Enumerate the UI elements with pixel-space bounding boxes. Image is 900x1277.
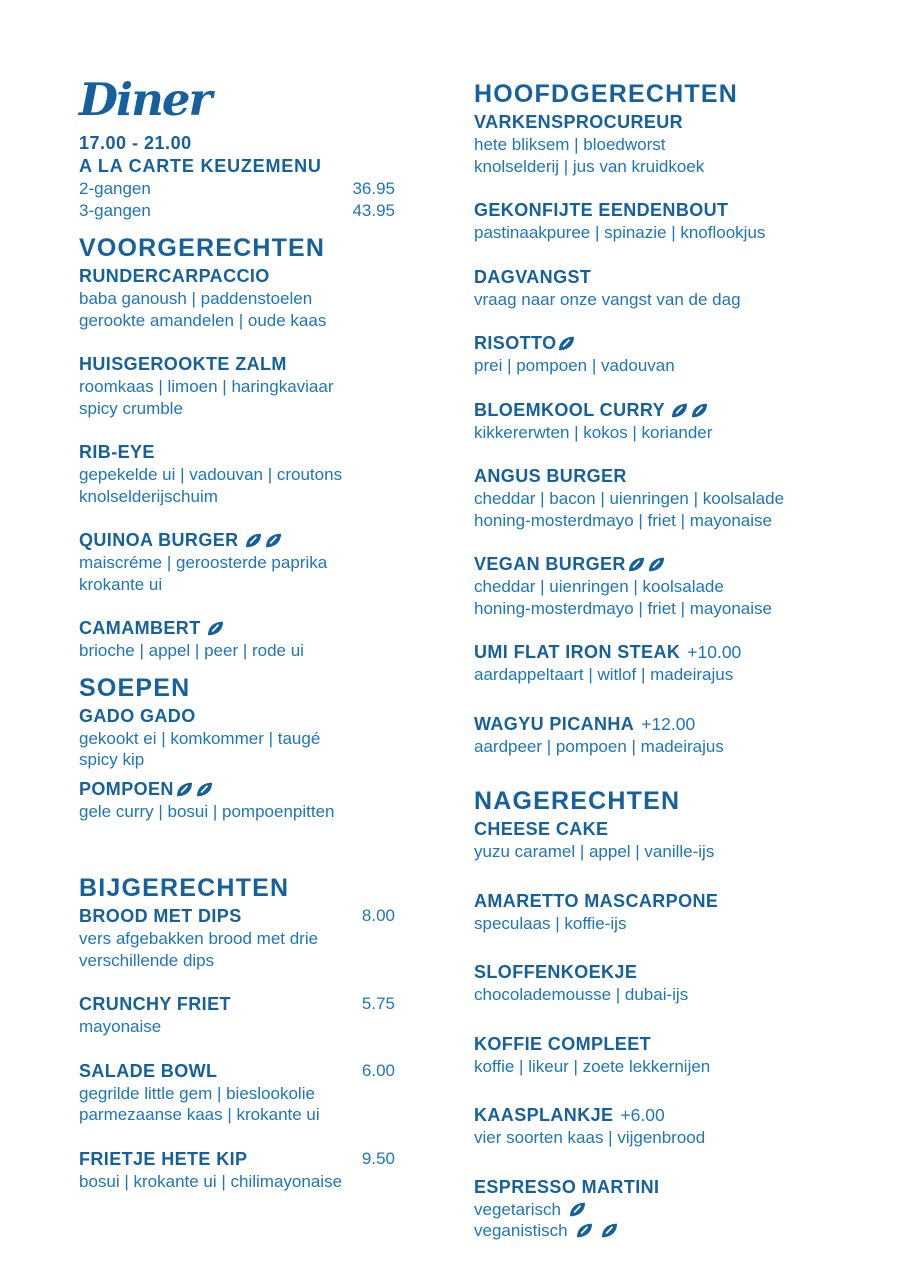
leaf-icon [245,533,262,548]
dish-description: gegrilde little gem | bieslookolie [79,1083,315,1103]
leaf-icon [569,1202,586,1217]
dish-surcharge: +6.00 [620,1105,665,1125]
dish-description: bosui | krokante ui | chilimayonaise [79,1171,343,1191]
dish-description: hete bliksem | bloedworst [474,135,666,154]
dish-name: GADO GADO [79,705,196,726]
dish-header [474,464,878,488]
menu-item [474,640,878,686]
dish-header [79,264,395,288]
menu-item [474,889,878,935]
dish-description: verschillende dips [79,950,215,970]
dish-name: CRUNCHY FRIET [79,994,231,1014]
menu-item [474,265,878,311]
dish-description: kikkererwten | kokos | koriander [474,422,713,442]
opening-hours: 17.00 - 21.00 [79,133,192,153]
menu-item [79,704,395,771]
dish-description: gerookte amandelen | oude kaas [79,310,327,330]
dish-name: AMARETTO MASCARPONE [474,890,719,911]
dish-name: BROOD MET DIPS [79,906,242,926]
menu-item [79,904,395,971]
dish-header [79,440,395,464]
dish-price: 8.00 [361,906,395,925]
dish-description: prei | pompoen | vadouvan [474,356,675,375]
dish-header [79,352,395,376]
dish-description: knolselderij | jus van kruidkoek [474,156,705,176]
dish-description: gele curry | bosui | pompoenpitten [79,801,335,821]
option-price: 36.95 [352,179,395,198]
dish-name: KAASPLANKJE [474,1105,614,1125]
leaf-icon [601,1223,618,1238]
dish-header [79,777,395,801]
dish-name: CAMAMBERT [79,618,201,638]
menu-item [474,198,878,244]
menu-subtitle: A LA CARTE KEUZEMENU [79,156,322,176]
leaf-icon [628,557,645,572]
dish-description: pastinaakpuree | spinazie | knoflookjus [474,223,766,242]
dish-header [474,889,878,913]
dish-header [474,960,878,984]
leaf-icon [207,621,224,636]
dish-name: ANGUS BURGER [474,466,627,486]
dish-name: ESPRESSO MARTINI [474,1176,660,1197]
dish-header [79,1147,395,1171]
dish-header [474,712,878,736]
dish-description: speculaas | koffie-ijs [474,913,627,933]
leaf-icon [196,782,213,797]
dish-description: spicy crumble [79,398,183,418]
menu-item [79,1059,395,1126]
dish-description: vraag naar onze vangst van de dag [474,289,741,309]
dish-name: SLOFFENKOEKJE [474,962,638,982]
dish-header [79,528,395,552]
dish-description: baba ganoush | paddenstoelen [79,289,313,308]
option-price: 43.95 [352,201,395,220]
menu-item [474,1103,878,1149]
dish-header [474,817,878,841]
dish-header [79,1059,395,1083]
dish-header [79,704,395,728]
dish-name: GEKONFIJTE EENDENBOUT [474,200,729,220]
menu-item [474,1032,878,1078]
dish-name: RISOTTO [474,333,557,353]
menu-item [79,264,395,331]
menu-option-row [79,200,395,222]
leaf-icon [671,403,688,418]
leaf-icon [576,1223,593,1238]
dish-header [474,1032,878,1056]
dish-description: roomkaas | limoen | haringkaviaar [79,377,334,396]
dish-description: knolselderijschuim [79,486,218,506]
dish-description [474,1199,878,1221]
menu-item [79,528,395,595]
dish-header [474,640,878,664]
dish-name: VARKENSPROCUREUR [474,112,684,132]
dish-price: 5.75 [361,994,395,1013]
dish-header [474,198,878,222]
dish-description: honing-mosterdmayo | friet | mayonaise [474,510,772,530]
dish-description: vers afgebakken brood met drie [79,929,319,948]
dish-name: POMPOEN [79,778,174,799]
dish-name: SALADE BOWL [79,1060,218,1081]
dish-name: UMI FLAT IRON STEAK [474,642,681,662]
menu-item [474,1175,878,1242]
dish-header [474,398,878,422]
menu-option-row [79,178,395,200]
dish-name: RUNDERCARPACCIO [79,266,270,286]
dish-description: aardappeltaart | witlof | madeirajus [474,665,734,684]
menu-item [474,110,878,177]
menu-item [474,331,878,377]
section-title: SOEPEN [79,673,191,702]
dish-header [79,904,395,928]
dish-name: DAGVANGST [474,266,592,287]
menu-item [79,992,395,1038]
menu-logo: Diner [79,73,211,126]
dish-name: CHEESE CAKE [474,819,609,839]
dish-name: KOFFIE COMPLEET [474,1033,651,1054]
section-title: NAGERECHTEN [474,787,681,815]
dish-description: maiscréme | geroosterde paprika [79,553,328,572]
leaf-icon [176,782,193,797]
leaf-icon [648,557,665,572]
leaf-icon [558,336,575,351]
menu-item [474,712,878,758]
option-label: 3-gangen [79,201,151,220]
menu-item [474,817,878,863]
dish-description: mayonaise [79,1017,162,1036]
dish-description: aardpeer | pompoen | madeirajus [474,736,724,756]
dish-name: BLOEMKOOL CURRY [474,399,666,420]
dish-price: 9.50 [361,1148,395,1168]
dish-description: parmezaanse kaas | krokante ui [79,1105,320,1124]
dish-price: 6.00 [361,1060,395,1080]
menu-item [79,1147,395,1193]
dish-description: gepekelde ui | vadouvan | croutons [79,465,343,484]
menu-column [474,80,878,1242]
dish-description: vier soorten kaas | vijgenbrood [474,1128,706,1147]
dish-header [474,552,878,576]
leaf-icon [691,403,708,418]
dish-description-text: vegetarisch [474,1199,561,1219]
dish-header [474,331,878,355]
dish-description: krokante ui [79,574,163,594]
dish-header [474,1175,878,1199]
dish-surcharge: +10.00 [687,642,742,662]
dish-description: spicy kip [79,750,145,769]
dish-description: gekookt ei | komkommer | taugé [79,728,321,748]
dish-description: koffie | likeur | zoete lekkernijen [474,1056,711,1076]
leaf-icon [265,533,282,548]
dish-description [474,1220,878,1242]
menu-item [474,552,878,619]
dish-header [474,110,878,134]
dish-name: WAGYU PICANHA [474,713,635,734]
menu-item [474,464,878,531]
dish-header [474,265,878,289]
section-title: HOOFDGERECHTEN [474,80,739,108]
menu-item [79,352,395,419]
dish-header [79,992,395,1016]
dish-surcharge: +12.00 [641,713,696,734]
menu-item [474,398,878,444]
dish-description-text: veganistisch [474,1221,568,1240]
section-title: VOORGERECHTEN [79,234,326,262]
menu-column [79,74,395,1192]
dish-description: chocolademousse | dubai-ijs [474,985,689,1004]
menu-item [79,777,395,823]
dish-name: QUINOA BURGER [79,530,239,550]
dish-description: cheddar | bacon | uienringen | koolsalade [474,489,785,508]
menu-item [474,960,878,1006]
menu-item [79,616,395,662]
section-title: BIJGERECHTEN [79,874,290,902]
dish-name: FRIETJE HETE KIP [79,1148,248,1169]
dish-name: VEGAN BURGER [474,554,626,574]
dish-description: cheddar | uienringen | koolsalade [474,577,724,596]
dish-header [474,1103,878,1127]
dish-description: brioche | appel | peer | rode ui [79,641,304,660]
dish-name: RIB-EYE [79,442,155,462]
dish-name: HUISGEROOKTE ZALM [79,354,287,374]
dish-description: honing-mosterdmayo | friet | mayonaise [474,598,772,618]
option-label: 2-gangen [79,179,151,198]
menu-item [79,440,395,507]
dish-header [79,616,395,640]
dish-description: yuzu caramel | appel | vanille-ijs [474,842,715,861]
